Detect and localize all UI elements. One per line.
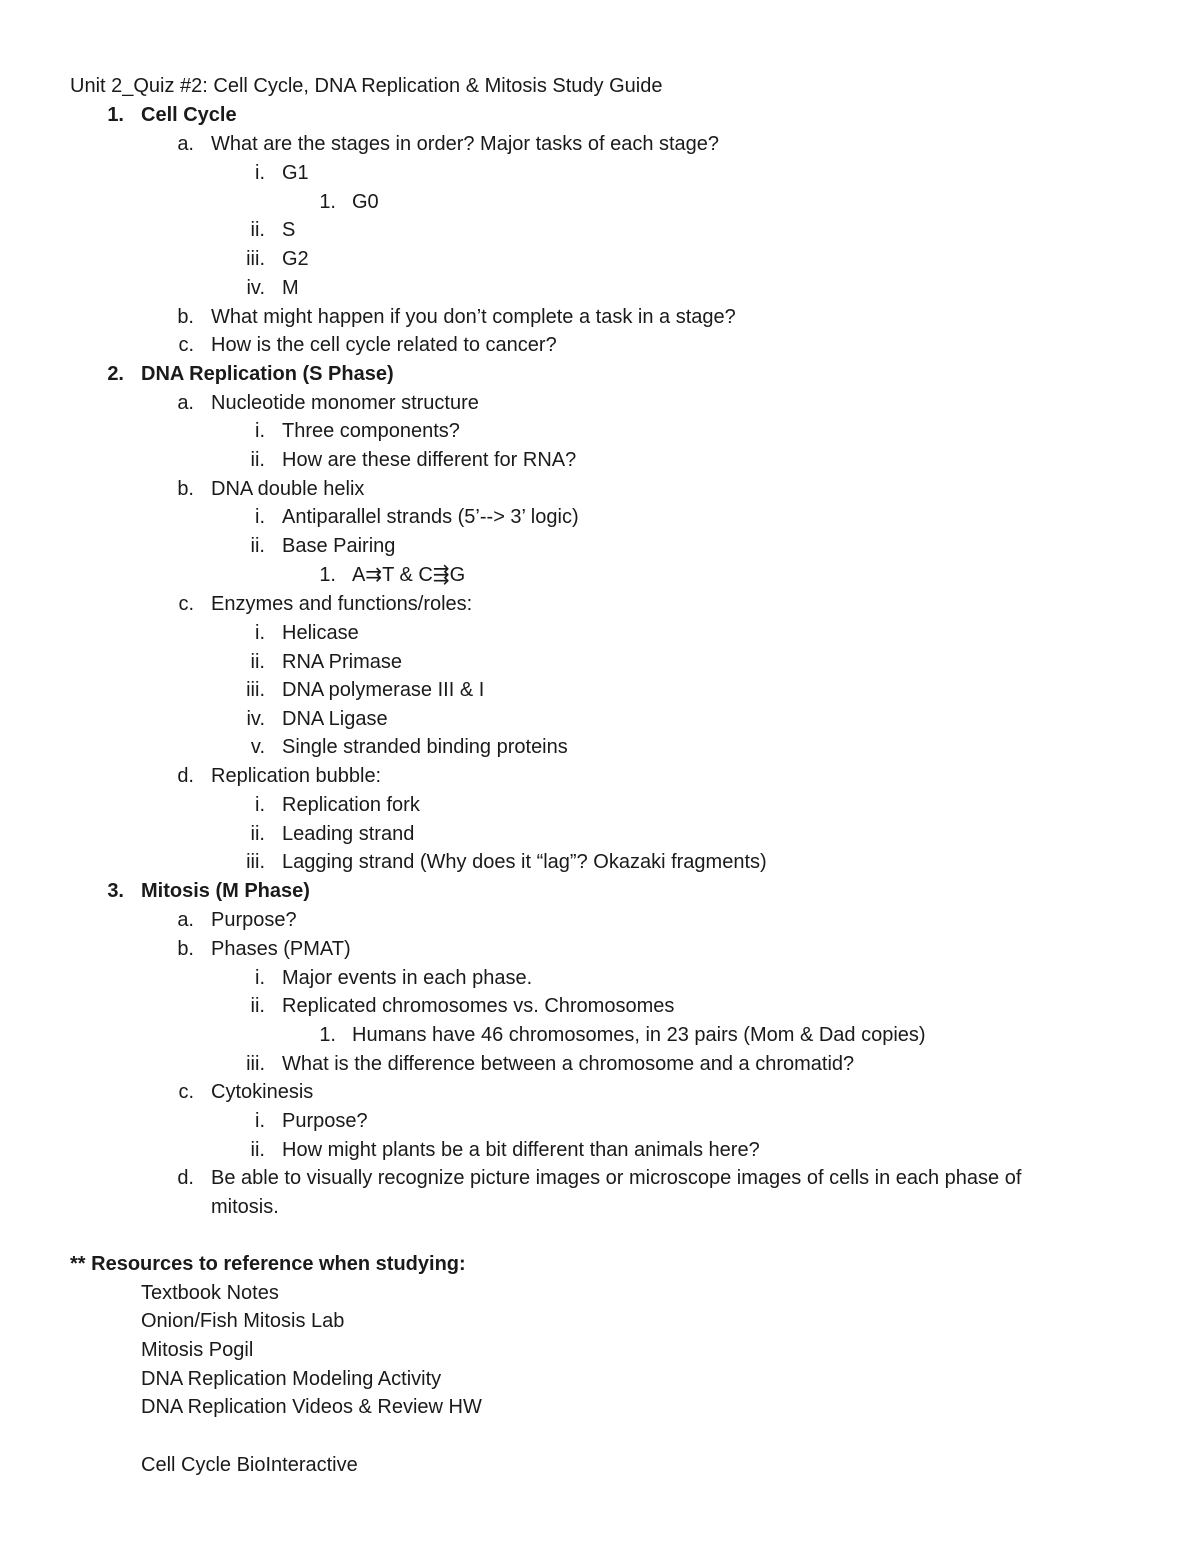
outline-item [0,792,1200,818]
outline-text: Antiparallel strands (5’--> 3’ logic) [282,506,579,528]
outline-item [0,1051,1200,1077]
outline-marker: 3. [107,880,124,902]
outline-text: Lagging strand (Why does it “lag”? Okazaki fragments) [282,851,767,873]
outline-text: DNA Ligase [282,708,388,730]
outline-marker: i. [255,622,265,644]
outline-marker: ii. [250,823,265,845]
resource-item: Onion/Fish Mitosis Lab [141,1310,345,1332]
outline-item [0,1194,1200,1220]
outline-marker: c. [178,1081,194,1103]
outline-text: G2 [282,248,309,270]
outline-marker: ii. [250,449,265,471]
outline-marker: ii. [250,219,265,241]
outline-marker: ii. [250,651,265,673]
outline-item [0,1079,1200,1105]
outline-item [0,304,1200,330]
document-page: Unit 2_Quiz #2: Cell Cycle, DNA Replication & Mitosis Study Guide 1. Cell Cycle a. What are the stages in order? Major tasks of each stage? i. G1 1. G0 ii. S iii. G2 iv. M b. What might happen if you don’t complete a task in a stage? c. How is the cell cycle related to cancer? 2. DNA Replication (S Phase) a. Nucleotide monomer structure i. Three components? ii. How are these different for RNA? b. DNA double helix i. Antiparallel strands (5’--> 3’ logic) ii. Base Pairing 1. A⇉T & C⇶G c. Enzymes and functions/roles: i. Helicase ii. RNA Primase iii. DNA polymerase III & I iv. DNA Ligase v. Single stranded binding proteins d. Replication bubble: i. Replication fork ii. Leading strand iii. Lagging strand (Why does it “lag”? Okazaki fragments) 3. Mitosis (M Phase) a. Purpose? b. Phases (PMAT) i. Major events in each phase. ii. Replicated chromosomes vs. Chromosomes 1. Humans have 46 chromosomes, in 23 pairs (Mom & Dad copies) iii. What is the difference between a chromosome and a chromatid? c. Cytokinesis i. Purpose? ii. How might plants be a bit different than animals here? d. Be able to visually recognize picture images or microscope images of cells in each phase of mitosis. ** Resources to reference when studying: Textbook Notes Onion/Fish Mitosis Lab Mitosis Pogil DNA Replication Modeling Activity DNA Replication Videos & Review HW Cell Cycle BioInteractive [0,0,1200,1553]
outline-text: RNA Primase [282,651,403,673]
outline-marker: a. [177,133,194,155]
outline-marker: b. [177,938,194,960]
outline-marker: b. [177,306,194,328]
outline-item [0,763,1200,789]
outline-text: What are the stages in order? Major tasks of each stage? [211,133,720,155]
outline-marker: ii. [250,995,265,1017]
outline-marker: d. [177,1167,194,1189]
outline-marker: 2. [107,363,124,385]
outline-marker: d. [177,765,194,787]
outline-item [0,1137,1200,1163]
outline-text: DNA Replication (S Phase) [141,363,394,385]
outline-text: Nucleotide monomer structure [211,392,479,414]
outline-text: A⇉T & C⇶G [352,564,466,586]
outline-text: What is the difference between a chromosome and a chromatid? [282,1053,855,1075]
outline-text: Be able to visually recognize picture images or microscope images of cells in each phase of [211,1167,1022,1189]
outline-text: Mitosis (M Phase) [141,880,310,902]
outline-marker: 1. [319,564,336,586]
outline-text: Base Pairing [282,535,396,557]
outline-item [0,476,1200,502]
outline-item [0,677,1200,703]
outline-text: Purpose? [282,1110,368,1132]
outline-item [0,706,1200,732]
outline-item [0,878,1200,904]
outline-text: S [282,219,296,241]
outline-text: Purpose? [211,909,297,931]
outline-item [0,533,1200,559]
outline-item [0,993,1200,1019]
outline-text: Cytokinesis [211,1081,314,1103]
outline-item [0,936,1200,962]
outline-text: Major events in each phase. [282,967,533,989]
outline-marker: ii. [250,535,265,557]
outline-item [0,390,1200,416]
outline-text: Helicase [282,622,359,644]
outline-item [0,189,1200,215]
outline-marker: iii. [246,679,265,701]
outline-marker: 1. [319,1024,336,1046]
outline-text: DNA double helix [211,478,365,500]
outline-text: Single stranded binding proteins [282,736,568,758]
outline-text: How are these different for RNA? [282,449,577,471]
resource-item: DNA Replication Videos & Review HW [141,1396,482,1418]
outline-marker: i. [255,506,265,528]
outline-item [0,131,1200,157]
outline-text: What might happen if you don’t complete a task in a stage? [211,306,736,328]
outline-item [0,1022,1200,1048]
outline-item [0,217,1200,243]
resource-item: Textbook Notes [141,1282,279,1304]
outline-text: Humans have 46 chromosomes, in 23 pairs (Mom & Dad copies) [352,1024,926,1046]
outline-marker: a. [177,392,194,414]
outline-item [0,418,1200,444]
outline-marker: iv. [246,708,265,730]
outline-marker: 1. [107,104,124,126]
outline-text: mitosis. [211,1196,279,1218]
outline-text: Enzymes and functions/roles: [211,593,473,615]
outline-text: DNA polymerase III & I [282,679,485,701]
outline-item [0,102,1200,128]
outline-marker: i. [255,162,265,184]
outline-text: Phases (PMAT) [211,938,351,960]
outline-marker: c. [178,593,194,615]
outline-text: How might plants be a bit different than animals here? [282,1139,760,1161]
outline-item [0,246,1200,272]
outline-item [0,734,1200,760]
outline-marker: iv. [246,277,265,299]
outline-text: Three components? [282,420,460,442]
outline-marker: iii. [246,851,265,873]
outline-marker: iii. [246,248,265,270]
outline-item [0,361,1200,387]
outline-marker: a. [177,909,194,931]
outline-item [0,1165,1200,1191]
outline-text: Leading strand [282,823,415,845]
outline-item [0,821,1200,847]
outline-marker: b. [177,478,194,500]
outline-item [0,849,1200,875]
resource-item: Cell Cycle BioInteractive [141,1454,358,1476]
resource-item: Mitosis Pogil [141,1339,254,1361]
outline-marker: ii. [250,1139,265,1161]
outline-text: Cell Cycle [141,104,237,126]
resource-item: DNA Replication Modeling Activity [141,1368,442,1390]
outline-text: Replication fork [282,794,420,816]
outline-item [0,649,1200,675]
outline-text: Replicated chromosomes vs. Chromosomes [282,995,675,1017]
outline-marker: 1. [319,191,336,213]
outline-marker: c. [178,334,194,356]
outline-item [0,965,1200,991]
outline-text: M [282,277,299,299]
outline-marker: i. [255,794,265,816]
outline-item [0,332,1200,358]
outline-text: Replication bubble: [211,765,382,787]
outline-item [0,160,1200,186]
outline-item [0,504,1200,530]
outline-marker: i. [255,1110,265,1132]
outline-item [0,562,1200,588]
outline-marker: iii. [246,1053,265,1075]
outline-item [0,907,1200,933]
outline-text: G1 [282,162,309,184]
outline-item [0,447,1200,473]
outline-item [0,591,1200,617]
outline-marker: v. [250,736,265,758]
outline-marker: i. [255,967,265,989]
outline-item [0,1108,1200,1134]
title-text: Unit 2_Quiz #2: Cell Cycle, DNA Replication & Mitosis Study Guide [70,75,663,97]
outline-marker: i. [255,420,265,442]
outline-item [0,620,1200,646]
outline-text: How is the cell cycle related to cancer? [211,334,557,356]
outline-text: G0 [352,191,379,213]
outline-item [0,275,1200,301]
